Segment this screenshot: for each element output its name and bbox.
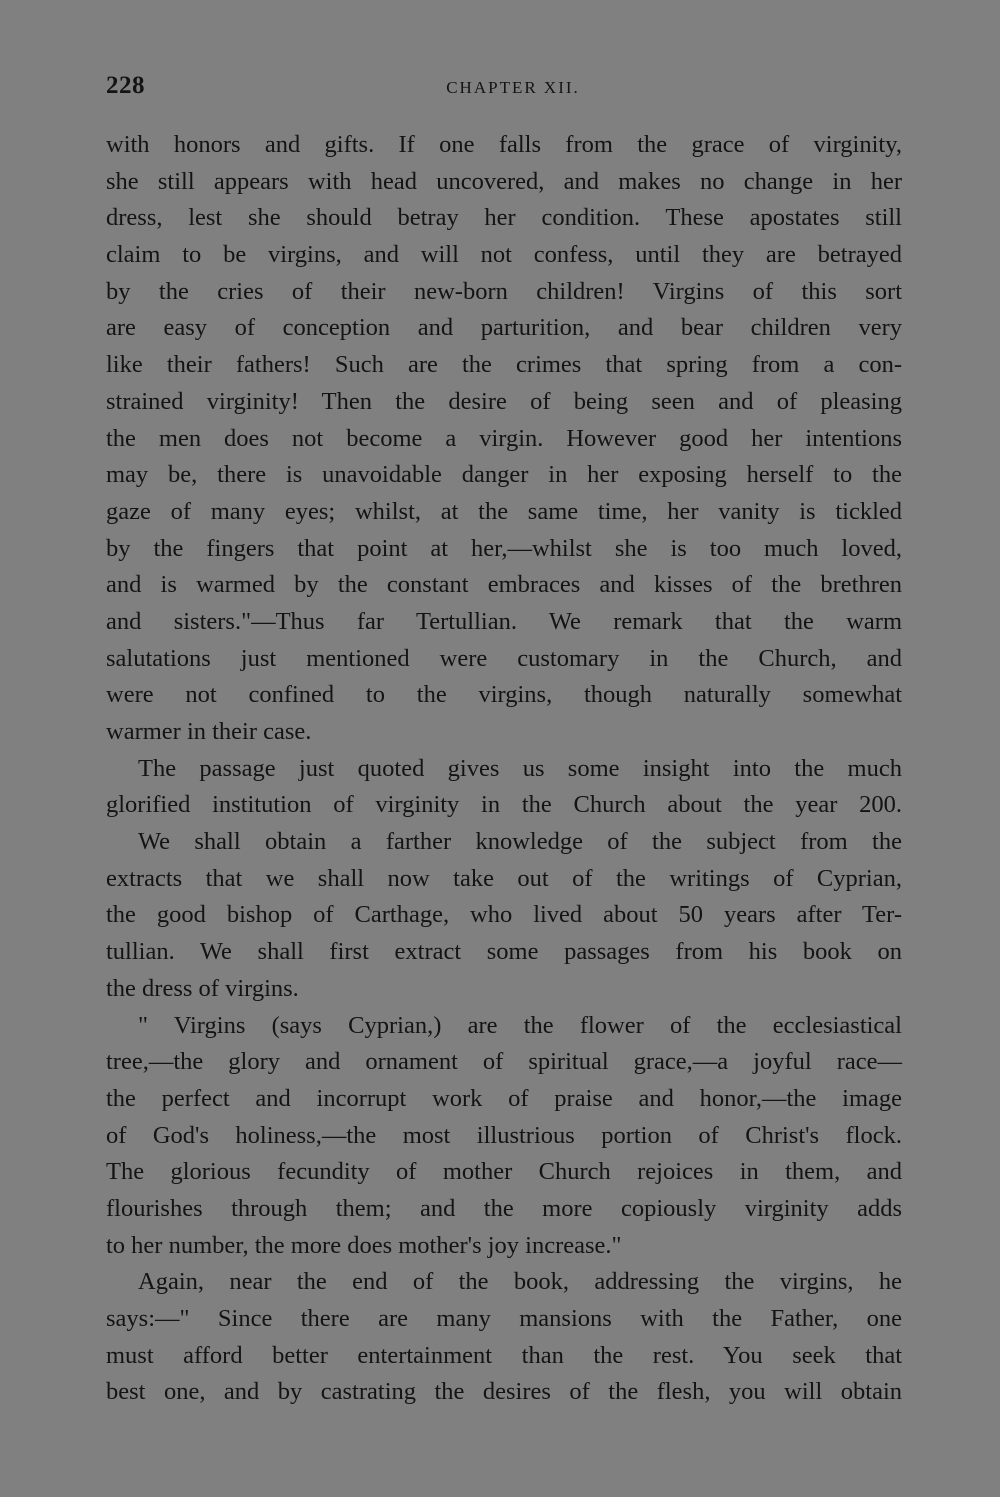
- text-line: The passage just quoted gives us some insight into the much: [138, 754, 902, 782]
- text-line: glorified institution of virginity in the Church about the year 200.: [106, 791, 902, 819]
- text-line: says:—" Since there are many mansions with the Father, one: [106, 1305, 902, 1332]
- text-line: The glorious fecundity of mother Church rejoices in them, and: [106, 1158, 902, 1186]
- text-line: dress, lest she should betray her condition. These apostates still: [106, 204, 902, 232]
- text-line: may be, there is unavoidable danger in her exposing herself to the: [106, 461, 902, 489]
- text-line: of God's holiness,—the most illustrious portion of Christ's flock.: [106, 1121, 902, 1149]
- text-line: were not confined to the virgins, though naturally somewhat: [106, 681, 902, 709]
- text-line: Again, near the end of the book, addressing the virgins, he: [138, 1268, 902, 1296]
- text-line: are easy of conception and parturition, and bear children very: [106, 314, 902, 342]
- text-line: strained virginity! Then the desire of being seen and of pleasing: [106, 387, 902, 415]
- text-line: salutations just mentioned were customary in the Church, and: [106, 644, 902, 672]
- text-line: must afford better entertainment than the rest. You seek that: [106, 1341, 902, 1369]
- text-line: We shall obtain a farther knowledge of the subject from the: [138, 828, 902, 856]
- text-line: to her number, the more does mother's joy increase.": [106, 1231, 622, 1259]
- body-text: [106, 127, 902, 1411]
- text-line: " Virgins (says Cyprian,) are the flower of the ecclesiastical: [138, 1011, 902, 1039]
- running-head: [106, 72, 900, 106]
- text-line: and sisters."—Thus far Tertullian. We remark that the warm: [106, 607, 902, 635]
- text-line: the perfect and incorrupt work of praise and honor,—the image: [106, 1084, 902, 1112]
- text-line: flourishes through them; and the more copiously virginity adds: [106, 1194, 902, 1222]
- text-line: like their fathers! Such are the crimes that spring from a con-: [106, 351, 902, 379]
- text-line: gaze of many eyes; whilst, at the same time, her vanity is tickled: [106, 497, 902, 525]
- chapter-heading: CHAPTER XII.: [446, 78, 580, 97]
- text-line: tullian. We shall first extract some passages from his book on: [106, 938, 902, 966]
- text-line: tree,—the glory and ornament of spiritual grace,—a joyful race—: [106, 1048, 902, 1076]
- text-line: best one, and by castrating the desires of the flesh, you will obtain: [106, 1378, 902, 1406]
- text-line: extracts that we shall now take out of the writings of Cyprian,: [106, 864, 902, 892]
- text-line: warmer in their case.: [106, 718, 312, 745]
- text-line: the dress of virgins.: [106, 974, 299, 1002]
- text-line: with honors and gifts. If one falls from the grace of virginity,: [106, 131, 902, 158]
- page-number: 228: [106, 72, 145, 99]
- text-line: and is warmed by the constant embraces and kisses of the brethren: [106, 571, 902, 599]
- text-line: the good bishop of Carthage, who lived about 50 years after Ter-: [106, 901, 902, 929]
- text-line: she still appears with head uncovered, and makes no change in her: [106, 167, 902, 195]
- text-line: the men does not become a virgin. However good her intentions: [106, 424, 902, 452]
- text-line: by the cries of their new-born children! Virgins of this sort: [106, 277, 902, 305]
- text-line: by the fingers that point at her,—whilst she is too much loved,: [106, 534, 902, 562]
- text-line: claim to be virgins, and will not confess, until they are betrayed: [106, 241, 902, 269]
